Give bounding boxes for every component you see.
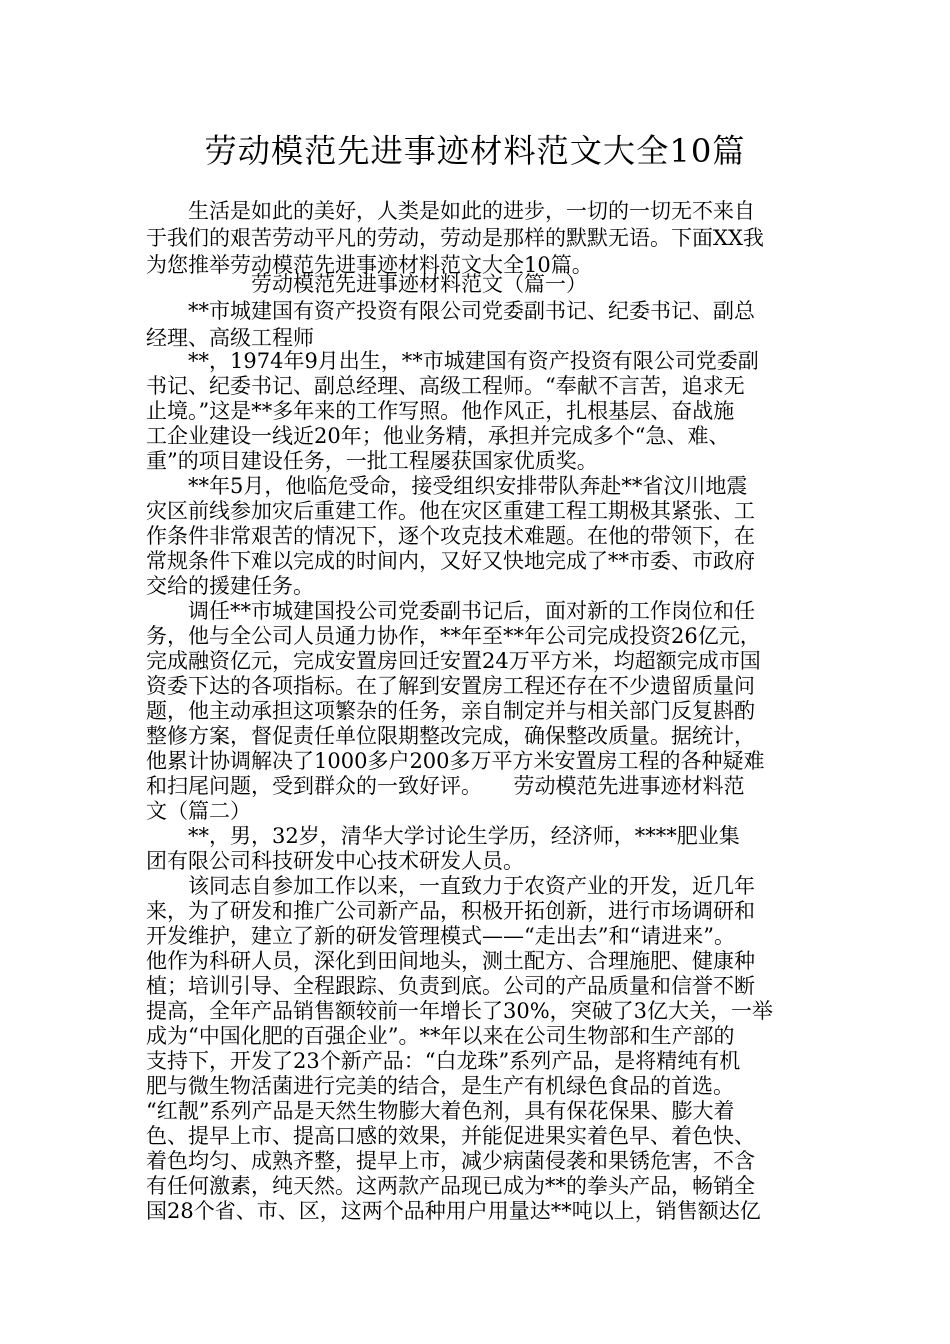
text-line: **，1974年9月出生，**市城建国有资产投资有限公司党委副: [146, 349, 759, 373]
text-line: **年5月，他临危受命，接受组织安排带队奔赴**省汶川地震: [146, 474, 748, 498]
text-line: 常规条件下难以完成的时间内，又好又快地完成了**市委、市政府: [146, 549, 755, 573]
text-line: 该同志自参加工作以来，一直致力于农资产业的开发，近几年: [146, 874, 755, 898]
text-line: 完成融资亿元，完成安置房回迁安置24万平方米，均超额完成市国: [146, 649, 761, 673]
text-line: 题，他主动承担这项繁杂的任务，亲自制定并与相关部门反复斟酌: [146, 699, 755, 723]
text-line: 生活是如此的美好，人类是如此的进步，一切的一切无不来自: [146, 199, 755, 223]
text-line: 国28个省、市、区，这两个品种用户用量达**吨以上，销售额达亿: [146, 1199, 761, 1223]
text-line: 为您推举劳动模范先进事迹材料范文大全10篇。: [146, 253, 593, 277]
text-line: 整修方案，督促责任单位限期整改完成，确保整改质量。据统计，: [146, 724, 755, 748]
text-line: 书记、纪委书记、副总经理、高级工程师。“奉献不言苦，追求无: [146, 374, 745, 398]
text-line: “红靓”系列产品是天然生物膨大着色剂，具有保花保果、膨大着: [146, 1099, 735, 1123]
text-line: 交给的援建任务。: [146, 574, 314, 598]
text-line: 肥与微生物活菌进行完美的结合，是生产有机绿色食品的首选。: [146, 1074, 734, 1098]
document-title: 劳动模范先进事迹材料范文大全10篇: [204, 132, 746, 170]
text-line: 重”的项目建设任务，一批工程屡获国家优质奖。: [146, 449, 598, 473]
text-line: 着色均匀、成熟齐整，提早上市，减少病菌侵袭和果锈危害，不含: [146, 1149, 755, 1173]
text-line: 植；培训引导、全程跟踪、负责到底。公司的产品质量和信誉不断: [146, 974, 755, 998]
text-line: 作条件非常艰苦的情况下，逐个攻克技术难题。在他的带领下，在: [146, 524, 755, 548]
text-line: 他作为科研人员，深化到田间地头，测土配方、合理施肥、健康种: [146, 949, 755, 973]
text-line: 调任**市城建国投公司党委副书记后，面对新的工作岗位和任: [146, 599, 755, 623]
text-line: 于我们的艰苦劳动平凡的劳动，劳动是那样的默默无语。下面XX我: [146, 226, 764, 250]
text-line: 工企业建设一线近20年；他业务精，承担并完成多个“急、难、: [146, 424, 730, 448]
text-line: 他累计协调解决了1000多户200多万平方米安置房工程的各种疑难: [146, 749, 765, 773]
text-line: **市城建国有资产投资有限公司党委副书记、纪委书记、副总: [146, 299, 755, 323]
text-line: **，男，32岁，清华大学讨论生学历，经济师，****肥业集: [146, 824, 740, 848]
text-line: 止境。”这是**多年来的工作写照。他作风正，扎根基层、奋战施: [146, 399, 735, 423]
text-line: 色、提早上市、提高口感的效果，并能促进果实着色早、着色快、: [146, 1124, 755, 1148]
text-line: 和扫尾问题，受到群众的一致好评。 劳动模范先进事迹材料范: [146, 774, 745, 798]
text-line: 资委下达的各项指标。在了解到安置房工程还存在不少遗留质量问: [146, 674, 755, 698]
text-line: 开发维护，建立了新的研发管理模式——“走出去”和“请进来”。: [146, 924, 735, 948]
text-line: 提高，全年产品销售额较前一年增长了30%，突破了3亿大关，一举: [146, 999, 774, 1023]
text-line: 务，他与全公司人员通力协作，**年至**年公司完成投资26亿元，: [146, 624, 761, 648]
section-heading: 劳动模范先进事迹材料范文（篇一）: [146, 272, 587, 296]
text-line: 来，为了研发和推广公司新产品，积极开拓创新，进行市场调研和: [146, 899, 755, 923]
text-line: 支持下，开发了23个新产品：“白龙珠”系列产品，是将精纯有机: [146, 1049, 741, 1073]
text-line: 团有限公司科技研发中心技术研发人员。: [146, 849, 524, 873]
text-line: 灾区前线参加灾后重建工作。他在灾区重建工程工期极其紧张、工: [146, 499, 755, 523]
text-line: 文（篇二）: [146, 799, 251, 823]
text-line: 成为“中国化肥的百强企业”。**年以来在公司生物部和生产部的: [146, 1024, 735, 1048]
text-line: 有任何激素，纯天然。这两款产品现已成为**的拳头产品，畅销全: [146, 1174, 755, 1198]
text-line: 经理、高级工程师: [146, 326, 314, 350]
